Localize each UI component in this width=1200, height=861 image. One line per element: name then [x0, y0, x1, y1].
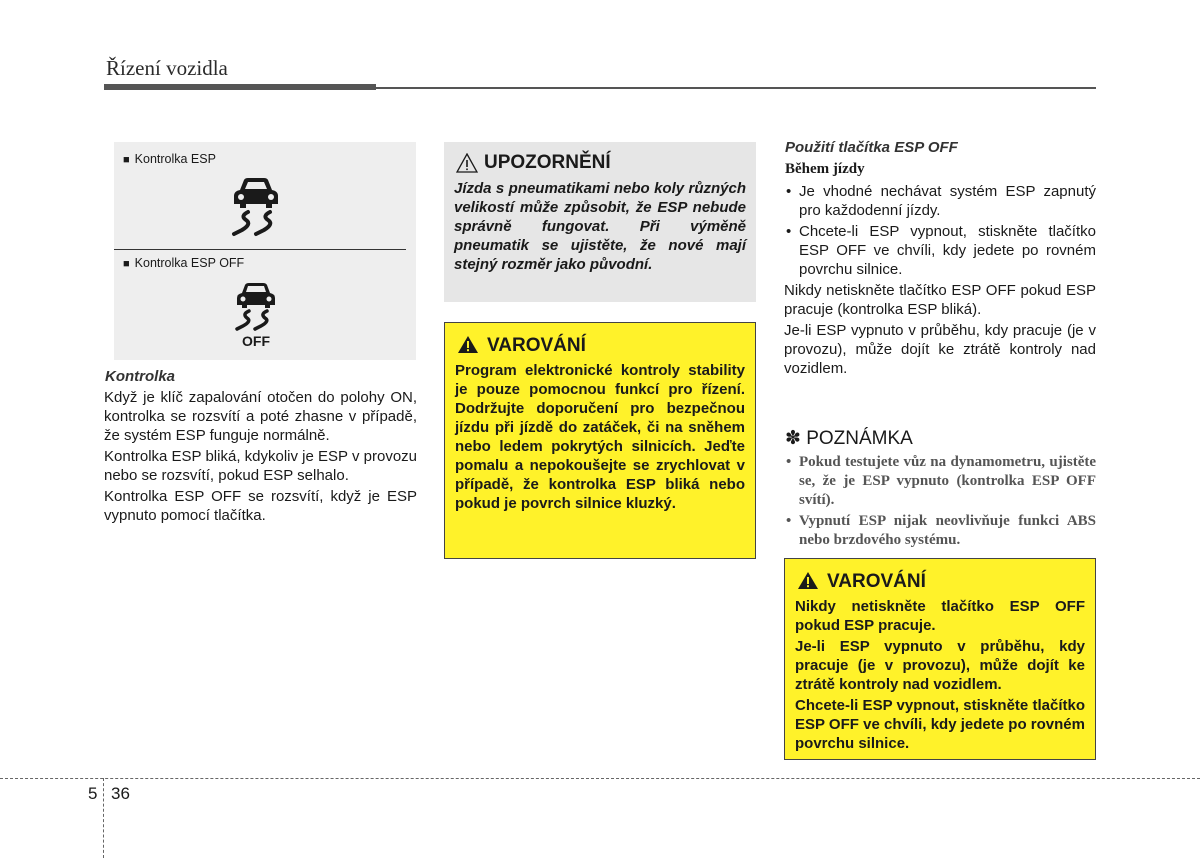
header-rule-thin	[376, 87, 1096, 89]
bullet-list	[784, 182, 1096, 279]
esp-indicator-caption: ■ Kontrolka ESP	[123, 152, 216, 166]
caution-text: Jízda s pneumatikami nebo koly různých velikostí může způsobit, že ESP nebude správně fungovat. Při výměně pneumatik se ujistěte, že nové mají stejný rozměr jako původní.	[454, 180, 746, 273]
list-item: • Pokud testujete vůz na dynamometru, ujistěte se, že je ESP vypnuto (kontrolka ESP OFF svítí).	[784, 453, 1096, 510]
square-bullet-icon: ■	[123, 154, 130, 166]
left-column-body	[104, 388, 417, 527]
paragraph: Chcete-li ESP vypnout, stiskněte tlačítko ESP OFF ve chvíli, kdy jedete po rovném povrchu silnice.	[795, 697, 1085, 752]
warning-triangle-icon	[797, 571, 819, 590]
right-column-body	[784, 182, 1096, 380]
chapter-number: 5	[88, 784, 98, 803]
paragraph: Nikdy netiskněte tlačítko ESP OFF pokud ESP pracuje (kontrolka ESP bliká).	[784, 282, 1096, 318]
warning-text: Program elektronické kontroly stability je pouze pomocnou funkcí pro řízení. Dodržujte doporučení pro bezpečnou jízdu při jízdě do zatáček, či na sněhem nebo ledem pokrytých silnicích. Jeďte pomalu a nepokoušejte se zrychlovat v případě, že kontrolka ESP bliká nebo pokud je povrch silnice kluzký.	[455, 362, 745, 512]
indicator-illustration	[114, 142, 416, 360]
caution-triangle-icon	[456, 153, 478, 173]
section-heading-kontrolka: Kontrolka	[105, 368, 176, 385]
subheading-driving: Během jízdy	[785, 161, 865, 177]
section-heading-esp-off: Použití tlačítka ESP OFF	[785, 139, 958, 156]
header-rule	[104, 84, 376, 90]
caution-box	[444, 142, 756, 302]
off-label: OFF	[242, 333, 270, 349]
caution-title: UPOZORNĚNÍ	[456, 152, 611, 174]
esp-off-warning-icon	[231, 282, 281, 350]
paragraph: Nikdy netiskněte tlačítko ESP OFF pokud ESP pracuje.	[795, 598, 1085, 634]
footer-vertical-rule	[103, 778, 104, 858]
esp-warning-icon	[226, 176, 286, 238]
paragraph: Je-li ESP vypnuto v průběhu, kdy pracuje (je v provozu), může dojít ke ztrátě kontroly nad vozidlem.	[795, 638, 1085, 693]
warning-box-1	[444, 322, 756, 559]
warning-box-2	[784, 558, 1096, 760]
page-number: 36	[111, 784, 130, 803]
warning-triangle-icon	[457, 335, 479, 354]
list-item: • Je vhodné nechávat systém ESP zapnutý pro každodenní jízdy.	[784, 182, 1096, 220]
paragraph: Kontrolka ESP OFF se rozsvítí, když je ESP vypnuto pomocí tlačítka.	[104, 488, 417, 524]
page-header-title: Řízení vozidla	[106, 56, 228, 80]
warning-text	[795, 597, 1085, 755]
list-item: • Vypnutí ESP nijak neovlivňuje funkci ABS nebo brzdového systému.	[784, 512, 1096, 550]
paragraph: Je-li ESP vypnuto v průběhu, kdy pracuje (je v provozu), může dojít ke ztrátě kontroly nad vozidlem.	[784, 322, 1096, 377]
note-list	[784, 453, 1096, 552]
paragraph: Když je klíč zapalování otočen do polohy ON, kontrolka se rozsvítí a poté zhasne v případě, že systém ESP funguje normálně.	[104, 389, 417, 444]
warning-title: VAROVÁNÍ	[457, 335, 586, 357]
esp-off-indicator-caption: ■ Kontrolka ESP OFF	[123, 256, 245, 270]
list-item: • Chcete-li ESP vypnout, stiskněte tlačítko ESP OFF ve chvíli, kdy jedete po rovném povrchu silnice.	[784, 222, 1096, 279]
warning-title: VAROVÁNÍ	[797, 571, 926, 593]
note-title: ✽ POZNÁMKA	[785, 428, 913, 449]
footer-rule	[0, 778, 1200, 779]
indicator-divider	[114, 249, 406, 250]
paragraph: Kontrolka ESP bliká, kdykoliv je ESP v provozu nebo se rozsvítí, pokud ESP selhalo.	[104, 448, 417, 484]
square-bullet-icon: ■	[123, 258, 130, 270]
